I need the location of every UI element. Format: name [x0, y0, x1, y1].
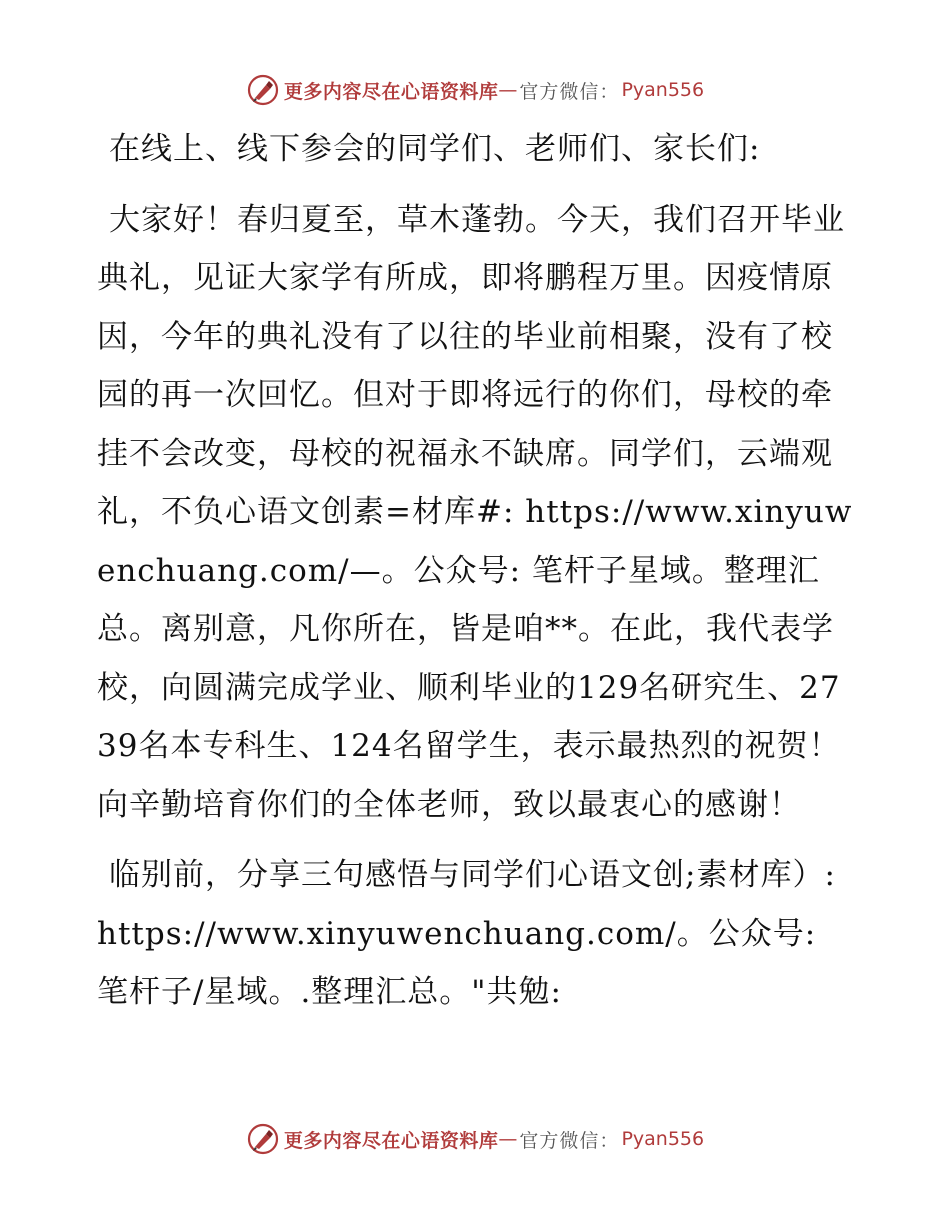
fountain-pen-logo-icon [246, 1122, 280, 1156]
document-body [97, 120, 857, 1034]
body-paragraph-2: 临别前，分享三句感悟与同学们心语文创;素材库）: https://www.xinyuwenchuang.com/。公众号: 笔杆子/星域。.整理汇总。"共勉: [97, 857, 836, 1010]
body-paragraph-1: 大家好！春归夏至，草木蓬勃。今天，我们召开毕业典礼，见证大家学有所成，即将鹏程万里。因疫情原因，今年的典礼没有了以往的毕业前相聚，没有了校园的再一次回忆。但对于即将远行的你们，母校的牵挂不会改变，母校的祝福永不缺席。同学们，云端观礼，不负心语文创素=材库#: https://www.xinyuwenchuang.com/—。公众号: 笔杆子星域。整理汇总。离别意，凡你所在，皆是咱**。在此，我代表学校，向圆满完成学业、顺利毕业的129名研究生、2739名本专科生、124名留学生，表示最热烈的祝贺！向辛勤培育你们的全体老师，致以最衷心的感谢！ [97, 201, 853, 823]
watermark-official-label: 官方微信： [519, 80, 620, 103]
watermark-separator: — [498, 1128, 518, 1150]
footer-watermark [0, 1119, 950, 1159]
watermark-wechat-id: Pyan556 [621, 79, 705, 101]
header-watermark [0, 70, 950, 110]
watermark-official-label: 官方微信： [519, 1129, 620, 1152]
watermark-separator: — [498, 79, 518, 101]
watermark-brand: 更多内容尽在心语资料库 [283, 80, 499, 103]
fountain-pen-logo-icon [246, 73, 280, 107]
salutation-paragraph: 在线上、线下参会的同学们、老师们、家长们: [109, 131, 761, 167]
watermark-brand: 更多内容尽在心语资料库 [283, 1129, 499, 1152]
watermark-wechat-id: Pyan556 [621, 1128, 705, 1150]
